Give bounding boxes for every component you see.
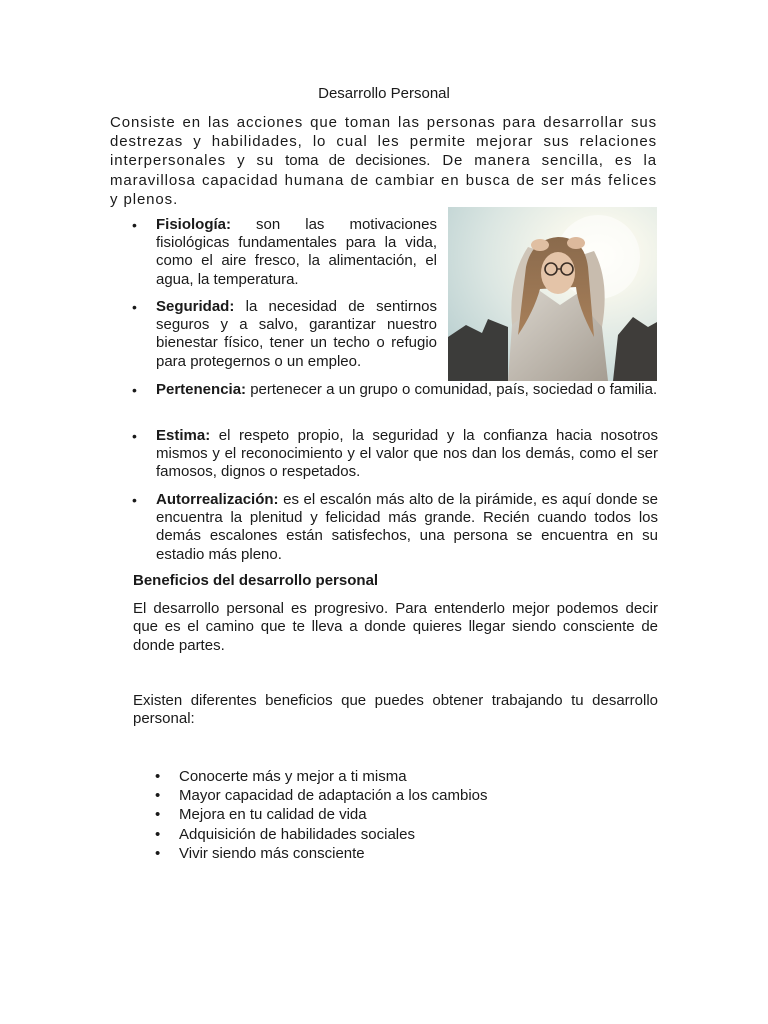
need-description: pertenecer a un grupo o comunidad, país, sociedad o familia. [246,381,658,398]
decision-link[interactable]: toma de decisiones [285,152,427,170]
benefit-text: Adquisición de habilidades sociales [179,825,415,843]
bullet-glyph: • [132,382,137,398]
need-text [156,491,658,564]
list-item [133,825,488,844]
bullet-glyph: • [155,806,161,824]
bullet-glyph: • [155,787,161,805]
intro-text-after: . De manera sencilla, es la maravillosa capacidad humana de cambiar en busca de ser más felices y plenos. [110,152,657,208]
list-item [133,767,488,786]
benefit-text: Mayor capacidad de adaptación a los cambios [179,787,488,805]
benefits-intro-paragraph: Existen diferentes beneficios que puedes obtener trabajando tu desarrollo personal: [133,692,658,728]
bullet-glyph: • [155,768,161,785]
need-description: son las motivaciones fisiológicas fundamentales para la vida, como el aire fresco, la alimentación, el agua, la temperatura. [156,216,437,288]
woman-sunlight-photo [448,207,657,381]
need-text [156,298,437,371]
document-title: Desarrollo Personal [318,85,450,102]
bullet-glyph: • [155,844,161,862]
benefit-text: Conocerte más y mejor a ti misma [179,768,407,785]
benefits-list [133,767,488,863]
bullet-glyph: • [132,299,137,315]
benefits-heading: Beneficios del desarrollo personal [133,572,379,589]
list-item [133,805,488,824]
need-label: Pertenencia: [156,381,247,398]
progressive-paragraph: El desarrollo personal es progresivo. Para entenderlo mejor podemos decir que es el camino que te lleva a donde quieres llegar siendo consciente de donde partes. [133,600,658,654]
need-label: Fisiología: [156,216,231,233]
bullet-glyph: • [132,492,137,508]
need-label: Autorrealización: [156,491,279,508]
intro-paragraph [110,113,657,209]
bullet-glyph: • [155,825,161,843]
need-description: la necesidad de sentirnos seguros y a salvo, garantizar nuestro bienestar físico, tener un techo o refugio para protegernos o un empleo. [156,298,437,370]
need-text [156,216,437,289]
need-label: Estima: [156,427,211,444]
benefit-text: Mejora en tu calidad de vida [179,806,367,824]
list-item [133,786,488,805]
need-description: es el escalón más alto de la pirámide, es aquí donde se encuentra la plenitud y felicidad más grande. Recién cuando todos los demás escalones están satisfechos, una persona se encuentra en su estadio más pleno. [156,491,658,563]
need-text [156,427,658,482]
bullet-glyph: • [132,428,137,444]
list-item [133,844,488,863]
intro-text-before: Consiste en las acciones que toman las personas para desarrollar sus destrezas y habilidades, lo cual les permite mejorar sus relaciones interpersonales y su [110,114,657,170]
need-description: el respeto propio, la seguridad y la confianza hacia nosotros mismos y el reconocimiento y el valor que nos dan los demás, como el ser famosos, dignos o respetados. [156,427,658,481]
bullet-glyph: • [132,217,137,233]
benefit-text: Vivir siendo más consciente [179,844,365,862]
need-text [156,381,658,399]
need-label: Seguridad: [156,298,235,315]
